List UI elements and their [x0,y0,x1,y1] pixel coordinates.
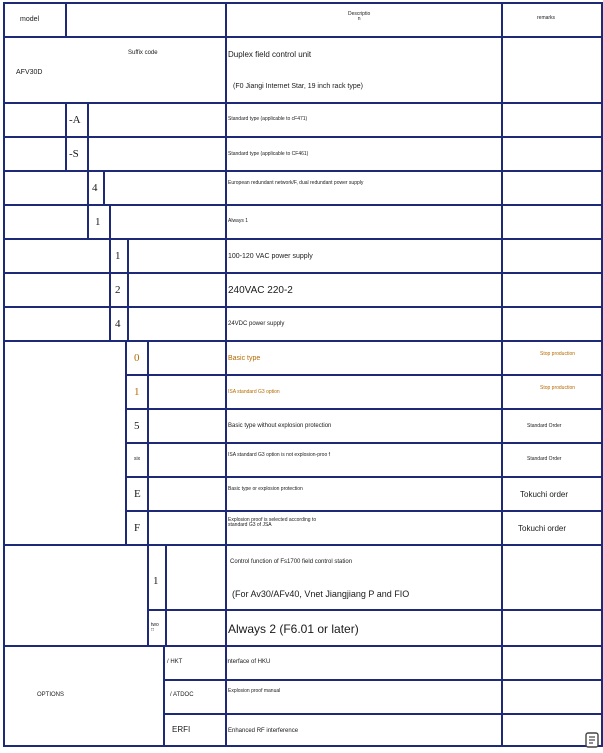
code-F: F [134,522,141,534]
remark-tokuchi-1: Tokuchi order [520,490,569,499]
header-model: model [20,16,40,23]
code-six: six [134,456,141,462]
desc-network: European redundant network/F, dual redundant power supply [228,180,364,186]
code-1-power: 1 [115,250,121,262]
remark-tokuchi-2: Tokuchi order [518,524,567,533]
model-desc-line2: (F0 Jiangi Internet Star, 19 inch rack type) [233,83,363,90]
header-remarks: remarks [537,15,556,21]
option-code-erfi: ERFI [172,725,191,734]
desc-basic: Basic type [228,355,261,362]
remark-stop-1: Stop production [540,351,576,357]
code-5: 5 [134,420,140,432]
remark-standard-2: Standard Order [527,456,562,462]
model-name: AFV30D [16,69,43,76]
code-A: -A [69,114,81,126]
desc-A: Standard type (applicable to cF471) [228,116,308,122]
desc-isa-not-ex: ISA standard G3 option is not explosion-proo f [228,452,331,458]
always2-desc: Always 2 (F6.01 or later) [228,622,359,636]
option-desc-hku: Interface of HKU [226,659,271,665]
desc-24vdc: 24VDC power supply [228,321,285,327]
options-label: OPTIONS [37,692,65,698]
desc-basic-ex: Basic type or explosion protection [228,486,303,492]
desc-always1: Always 1 [228,218,249,224]
option-desc-manual: Explosion proof manual [228,688,281,694]
option-code-hkt: / HKT [167,659,183,665]
code-1-isa: 1 [134,386,140,398]
desc-basic-no-ex: Basic type without explosion protection [228,423,332,429]
header-suffix-code: Suffix code [128,50,158,56]
desc-240vac: 240VAC 220-2 [228,285,293,296]
header-description: Descriptio n [348,11,371,23]
document-icon[interactable] [585,732,599,748]
desc-isa-g3: ISA standard G3 option [228,389,280,395]
code-1-always: 1 [95,216,101,228]
model-desc-line1: Duplex field control unit [228,50,312,59]
fcs-desc-line1: Control function of Fs1700 field control station [230,559,353,565]
code-two: two □ [151,622,159,634]
code-S: -S [69,148,79,160]
code-0: 0 [134,352,140,364]
desc-ex-jsa: Explosion proof is selected according to standard G3 of JSA [228,517,317,529]
remark-standard-1: Standard Order [527,423,562,429]
code-fcs: 1 [153,575,159,587]
code-2-power: 2 [115,284,121,296]
remark-stop-2: Stop production [540,385,576,391]
desc-100vac: 100-120 VAC power supply [228,253,313,260]
code-4-network: 4 [92,182,98,194]
code-E: E [134,488,141,500]
fcs-desc-line2: (For Av30/AFv40, Vnet Jiangjiang P and FIO [232,589,410,599]
code-4-power: 4 [115,318,121,330]
desc-S: Standard type (applicable to CF461) [228,151,309,157]
option-desc-rf: Enhanced RF interference [228,728,299,734]
option-code-atdoc: / ATDOC [170,692,194,698]
